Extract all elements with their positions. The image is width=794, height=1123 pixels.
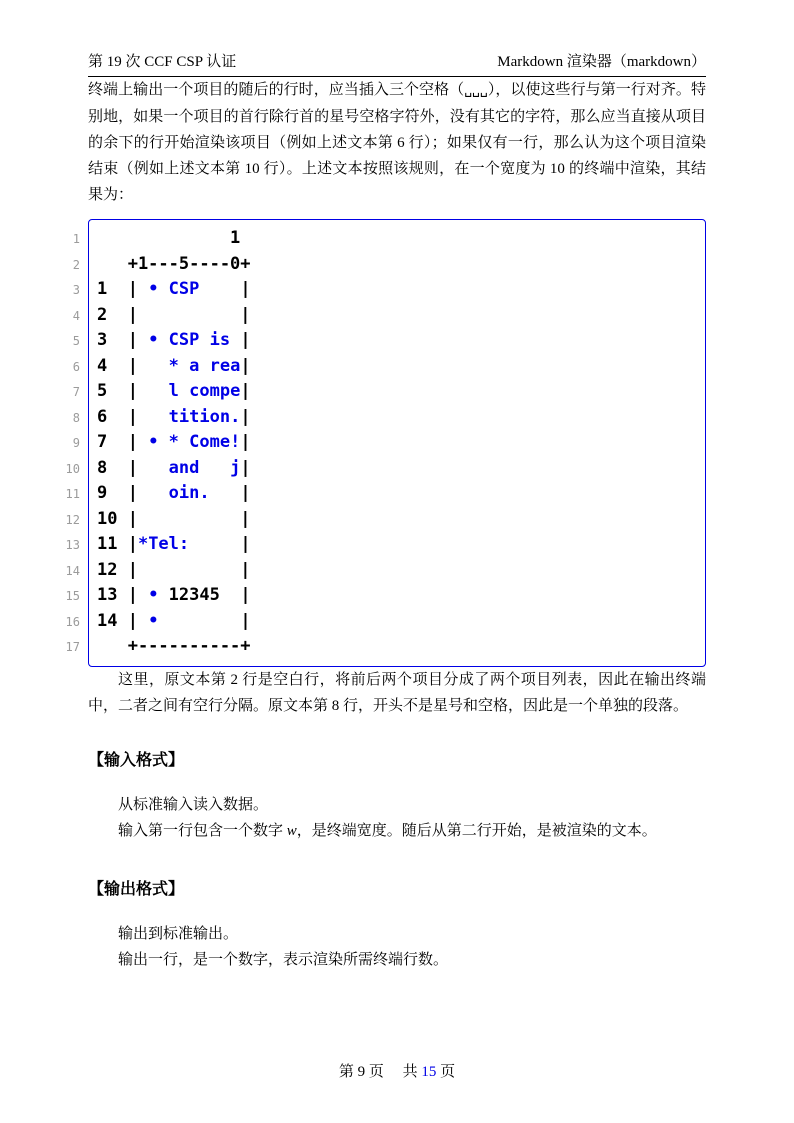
- text-segment: 共: [402, 1064, 422, 1080]
- section-output-format-title: 【输出格式】: [88, 880, 185, 898]
- text-segment: •: [137, 585, 169, 605]
- input-paragraph-1: 从标准输入读入数据。: [118, 796, 269, 813]
- text-segment: 9 |: [97, 483, 138, 503]
- code-block: [60, 219, 706, 667]
- text-segment: |: [240, 432, 251, 452]
- code-gutter-number: 10: [65, 461, 80, 476]
- code-line: [97, 328, 705, 354]
- text-segment: +----------+: [97, 636, 251, 656]
- text-segment: ␣␣␣: [464, 83, 488, 98]
- code-line: [97, 481, 705, 507]
- text-segment: 1: [97, 228, 241, 248]
- text-segment: |: [240, 355, 251, 376]
- page-footer: [0, 1060, 794, 1081]
- code-line: [97, 405, 705, 431]
- code-line: [97, 456, 705, 482]
- code-line: [97, 634, 705, 660]
- text-segment: 10 | |: [97, 508, 251, 529]
- text-segment: 11 |: [97, 534, 138, 554]
- text-segment: |: [240, 381, 251, 401]
- text-segment: 5 |: [97, 381, 138, 401]
- input-paragraph-2: [88, 818, 706, 844]
- section-input-format-title: 【输入格式】: [88, 751, 185, 769]
- code-gutter-number: 13: [65, 538, 80, 552]
- text-segment: ），以使这些行与第一行对齐。特别地，如果一个项目的首行除行首的星号空格字符外，没有其它的字符，那么应当直接从项目的余下的行开始渲染该项目（例如上述文本第 6 行）；如果仅有一行，那么认为这个项目渲染结束（例如上述文本第 10 行）。上述文本按照该规则，在一个宽度为 10 的终端中渲染，其结果为：: [88, 82, 706, 203]
- text-segment: *Tel:: [137, 534, 241, 554]
- text-segment: 这里，原文本第 2 行是空白行，将前后两个项目分成了两个项目列表，因此在输出终端中，二者之间有空行分隔。原文本第 8 行，开头不是星号和空格，因此是一个单独的段落。: [88, 671, 706, 714]
- code-line: [97, 277, 705, 303]
- code-gutter-number: 12: [65, 512, 80, 527]
- output-paragraph-1: 输出到标准输出。: [118, 925, 239, 942]
- output-paragraph-2: 输出一行，是一个数字，表示渲染所需终端行数。: [118, 951, 449, 968]
- text-segment: oin.: [137, 483, 241, 503]
- code-gutter-number: 15: [65, 589, 80, 603]
- code-line: [97, 558, 705, 584]
- code-gutter-number: 14: [65, 563, 80, 578]
- text-segment: 6 |: [97, 406, 138, 427]
- code-line: [97, 532, 705, 558]
- code-line: [97, 354, 705, 380]
- text-segment: 4 |: [97, 355, 138, 376]
- text-segment: 页: [436, 1064, 456, 1080]
- text-segment: 7 |: [97, 432, 138, 452]
- text-segment: • CSP: [137, 279, 241, 299]
- paragraph-render-rules: [88, 77, 706, 208]
- header-contest-title: 第 19 次 CCF CSP 认证: [88, 54, 237, 70]
- text-segment: |: [240, 330, 251, 350]
- text-segment: |: [240, 610, 251, 631]
- code-gutter-number: 1: [72, 232, 80, 246]
- text-segment: +1---5----0+: [97, 253, 251, 274]
- text-segment: 第 9 页: [338, 1064, 384, 1080]
- text-segment: w: [286, 822, 297, 839]
- text-segment: 8 |: [97, 457, 138, 478]
- code-line: [97, 507, 705, 533]
- text-segment: 13 |: [97, 585, 138, 605]
- page-header: [88, 0, 706, 77]
- code-gutter-number: 7: [72, 385, 80, 399]
- code-line: [97, 583, 705, 609]
- text-segment: • CSP is: [137, 330, 241, 350]
- text-segment: 14 |: [97, 610, 138, 631]
- text-segment: [384, 1064, 403, 1080]
- code-gutter-number: 5: [72, 334, 80, 348]
- code-gutter-number: 4: [72, 308, 80, 323]
- text-segment: 2 | |: [97, 304, 251, 325]
- text-segment: • * Come!: [137, 432, 241, 452]
- total-pages-link[interactable]: 15: [421, 1064, 437, 1080]
- text-segment: •: [137, 610, 241, 631]
- text-segment: [220, 585, 240, 605]
- text-segment: 12 | |: [97, 559, 251, 580]
- text-segment: |: [240, 279, 251, 299]
- code-line: [97, 430, 705, 456]
- text-segment: l compe: [137, 381, 241, 401]
- code-line: [97, 226, 705, 252]
- text-segment: 终端上输出一个项目的随后的行时，应当插入三个空格（: [88, 82, 465, 98]
- text-segment: * a rea: [137, 355, 241, 376]
- code-gutter-number: 17: [65, 640, 80, 654]
- text-segment: |: [240, 457, 251, 478]
- code-line: [97, 379, 705, 405]
- page-content: [65, 0, 706, 973]
- code-line: [97, 609, 705, 635]
- code-gutter-number: 3: [72, 283, 80, 297]
- text-segment: 12345: [168, 585, 220, 605]
- text-segment: tition.: [137, 406, 241, 427]
- paragraph-explanation: [88, 667, 706, 719]
- code-line: [97, 303, 705, 329]
- code-box: [88, 219, 706, 667]
- code-line: [97, 252, 705, 278]
- code-gutter: [60, 219, 80, 667]
- code-gutter-number: 11: [65, 487, 80, 501]
- code-gutter-number: 16: [65, 614, 80, 629]
- text-segment: 输入第一行包含一个数字: [118, 822, 287, 839]
- code-gutter-number: 2: [72, 257, 80, 272]
- text-segment: |: [240, 483, 251, 503]
- text-segment: and j: [137, 457, 241, 478]
- text-segment: |: [240, 534, 251, 554]
- code-gutter-number: 8: [72, 410, 80, 425]
- text-segment: |: [240, 406, 251, 427]
- code-gutter-number: 9: [72, 436, 80, 450]
- text-segment: ，是终端宽度。随后从第二行开始，是被渲染的文本。: [296, 822, 657, 839]
- code-gutter-number: 6: [72, 359, 80, 374]
- header-problem-title: Markdown 渲染器（markdown）: [497, 54, 706, 70]
- text-segment: 3 |: [97, 330, 138, 350]
- text-segment: |: [240, 585, 251, 605]
- text-segment: 1 |: [97, 279, 138, 299]
